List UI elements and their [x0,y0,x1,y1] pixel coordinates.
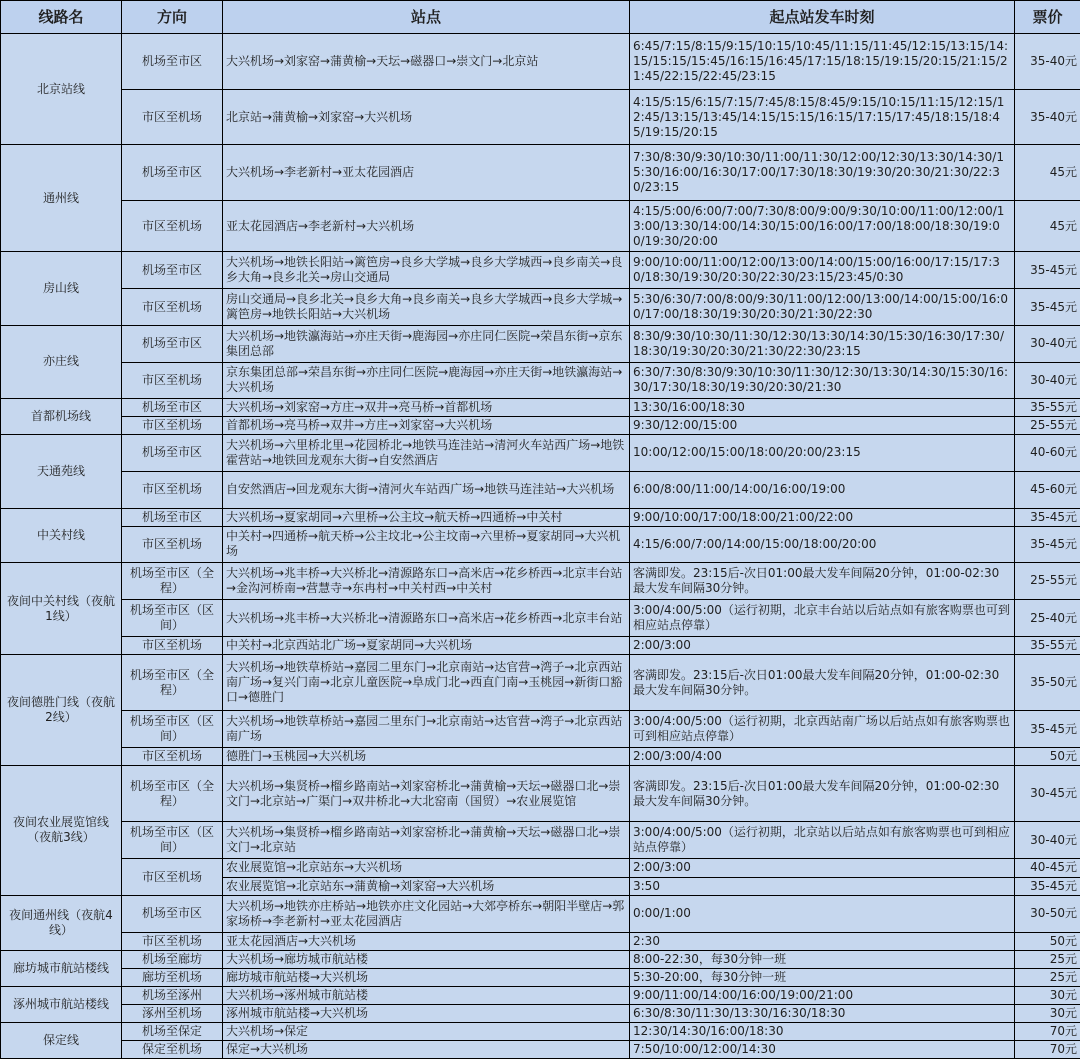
stops-cell: 保定→大兴机场 [223,1040,630,1058]
direction-cell: 机场至市区 [122,508,223,526]
direction-cell: 市区至机场 [122,289,223,325]
departure-times-cell: 客满即发。23:15后-次日01:00最大发车间隔20分钟，01:00-02:30最大发车间隔30分钟。 [630,766,1015,822]
schedule-row [1,950,1080,968]
schedule-row [1,766,1080,822]
price-cell: 35-45元 [1015,711,1080,748]
departure-times-cell: 8:30/9:30/10:30/11:30/12:30/13:30/14:30/15:30/16:30/17:30/18:30/19:30/20:30/21:30/22:30/23:15 [630,325,1015,362]
line-name: 夜间中关村线（夜航1线） [1,562,122,654]
price-cell: 25-55元 [1015,562,1080,599]
schedule-row [1,362,1080,398]
line-name: 夜间农业展览馆线（夜航3线） [1,766,122,895]
header-times: 起点站发车时刻 [630,1,1015,34]
price-cell: 30-40元 [1015,325,1080,362]
stops-cell: 德胜门→玉桃园→大兴机场 [223,748,630,766]
schedule-row [1,252,1080,289]
departure-times-cell: 3:50 [630,877,1015,895]
departure-times-cell: 9:00/11:00/14:00/16:00/19:00/21:00 [630,986,1015,1004]
price-cell: 35-50元 [1015,655,1080,711]
schedule-row [1,471,1080,508]
stops-cell: 大兴机场→集贤桥→榴乡路南站→刘家窑桥北→蒲黄榆→天坛→磁器口北→崇文门→北京站→广渠门→双井桥北→大北窑南（国贸）→农业展览馆 [223,766,630,822]
line-name: 北京站线 [1,34,122,145]
line-name: 夜间通州线（夜航4线） [1,895,122,950]
direction-cell: 机场至市区（全程） [122,562,223,599]
schedule-row [1,434,1080,471]
direction-cell: 机场至市区 [122,398,223,416]
departure-times-cell: 4:15/5:15/6:15/7:15/7:45/8:15/8:45/9:15/10:15/11:15/12:15/12:45/13:15/13:45/14:15/15:15/16:15/17:15/17:45/18:15/18:45/19:15/20:15 [630,90,1015,145]
schedule-row [1,562,1080,599]
stops-cell: 亚太花园酒店→李老新村→大兴机场 [223,201,630,252]
header-line: 线路名 [1,1,122,34]
price-cell: 35-40元 [1015,90,1080,145]
price-cell: 45元 [1015,145,1080,201]
stops-cell: 大兴机场→李老新村→亚太花园酒店 [223,145,630,201]
departure-times-cell: 5:30-20:00，每30分钟一班 [630,968,1015,986]
stops-cell: 大兴机场→地铁亦庄桥站→地铁亦庄文化园站→大郊亭桥东→朝阳半壁店→郭家场桥→李老新村→亚太花园酒店 [223,895,630,932]
price-cell: 30-45元 [1015,766,1080,822]
departure-times-cell: 客满即发。23:15后-次日01:00最大发车间隔20分钟，01:00-02:30最大发车间隔30分钟。 [630,562,1015,599]
stops-cell: 亚太花园酒店→大兴机场 [223,932,630,950]
direction-cell: 机场至保定 [122,1022,223,1040]
departure-times-cell: 10:00/12:00/15:00/18:00/20:00/23:15 [630,434,1015,471]
direction-cell: 市区至机场 [122,748,223,766]
departure-times-cell: 4:15/6:00/7:00/14:00/15:00/18:00/20:00 [630,526,1015,562]
departure-times-cell: 2:30 [630,932,1015,950]
departure-times-cell: 7:30/8:30/9:30/10:30/11:00/11:30/12:00/12:30/13:30/14:30/15:30/16:00/16:30/17:00/17:30/18:30/19:30/20:30/21:30/22:30/23:15 [630,145,1015,201]
departure-times-cell: 3:00/4:00/5:00（运行初期，北京站以后站点如有旅客购票也可到相应站点停靠） [630,822,1015,859]
stops-cell: 大兴机场→地铁草桥站→嘉园二里东门→北京南站→达官营→湾子→北京西站南广场 [223,711,630,748]
stops-cell: 大兴机场→涿州城市航站楼 [223,986,630,1004]
price-cell: 35-45元 [1015,252,1080,289]
schedule-row [1,526,1080,562]
direction-cell: 涿州至机场 [122,1004,223,1022]
direction-cell: 市区至机场 [122,201,223,252]
header-stops: 站点 [223,1,630,34]
schedule-row [1,34,1080,90]
departure-times-cell: 9:00/10:00/17:00/18:00/21:00/22:00 [630,508,1015,526]
schedule-row [1,508,1080,526]
price-cell: 35-55元 [1015,637,1080,655]
direction-cell: 机场至市区 [122,252,223,289]
stops-cell: 中关村→北京西站北广场→夏家胡同→大兴机场 [223,637,630,655]
header-price: 票价 [1015,1,1080,34]
schedule-row [1,201,1080,252]
departure-times-cell: 3:00/4:00/5:00（运行初期，北京西站南广场以后站点如有旅客购票也可到相应站点停靠） [630,711,1015,748]
line-name: 夜间德胜门线（夜航2线） [1,655,122,766]
stops-cell: 大兴机场→刘家窑→蒲黄榆→天坛→磁器口→崇文门→北京站 [223,34,630,90]
direction-cell: 机场至市区 [122,434,223,471]
departure-times-cell: 4:15/5:00/6:00/7:00/7:30/8:00/9:00/9:30/10:00/11:00/12:00/13:00/13:30/14:00/14:30/15:00/16:00/17:00/18:00/18:30/19:00/19:30/20:00 [630,201,1015,252]
schedule-row [1,968,1080,986]
direction-cell: 机场至市区 [122,34,223,90]
departure-times-cell: 6:30/7:30/8:30/9:30/10:30/11:30/12:30/13:30/14:30/15:30/16:30/17:30/18:30/19:30/20:30/21:30 [630,362,1015,398]
departure-times-cell: 13:30/16:00/18:30 [630,398,1015,416]
stops-cell: 廊坊城市航站楼→大兴机场 [223,968,630,986]
stops-cell: 大兴机场→地铁长阳站→篱笆房→良乡大学城→良乡大学城西→良乡南关→良乡大角→良乡北关→房山交通局 [223,252,630,289]
stops-cell: 中关村→四通桥→航天桥→公主坟北→公主坟南→六里桥→夏家胡同→大兴机场 [223,526,630,562]
stops-cell: 大兴机场→兆丰桥→大兴桥北→清源路东口→高米店→花乡桥西→北京丰台站→金沟河桥南→营慧寺→东冉村→中关村西→中关村 [223,562,630,599]
schedule-row [1,1022,1080,1040]
stops-cell: 房山交通局→良乡北关→良乡大角→良乡南关→良乡大学城西→良乡大学城→篱笆房→地铁长阳站→大兴机场 [223,289,630,325]
departure-times-cell: 6:30/8:30/11:30/13:30/16:30/18:30 [630,1004,1015,1022]
stops-cell: 农业展览馆→北京站东→大兴机场 [223,859,630,877]
line-name: 通州线 [1,145,122,252]
stops-cell: 涿州城市航站楼→大兴机场 [223,1004,630,1022]
direction-cell: 市区至机场 [122,932,223,950]
price-cell: 25元 [1015,950,1080,968]
line-name: 中关村线 [1,508,122,562]
schedule-row [1,398,1080,416]
direction-cell: 机场至市区（区间） [122,822,223,859]
departure-times-cell: 2:00/3:00/4:00 [630,748,1015,766]
stops-cell: 大兴机场→六里桥北里→花园桥北→地铁马连洼站→清河火车站西广场→地铁霍营站→地铁回龙观东大街→自安然酒店 [223,434,630,471]
stops-cell: 大兴机场→保定 [223,1022,630,1040]
stops-cell: 大兴机场→刘家窑→方庄→双井→亮马桥→首都机场 [223,398,630,416]
stops-cell: 大兴机场→地铁瀛海站→亦庄天街→鹿海园→亦庄同仁医院→荣昌东街→京东集团总部 [223,325,630,362]
line-name: 亦庄线 [1,325,122,398]
price-cell: 35-45元 [1015,289,1080,325]
schedule-row [1,289,1080,325]
direction-cell: 机场至市区 [122,145,223,201]
direction-cell: 机场至市区（全程） [122,655,223,711]
schedule-row [1,325,1080,362]
direction-cell: 机场至廊坊 [122,950,223,968]
stops-cell: 大兴机场→集贤桥→榴乡路南站→刘家窑桥北→蒲黄榆→天坛→磁器口北→崇文门→北京站 [223,822,630,859]
price-cell: 35-40元 [1015,34,1080,90]
line-name: 天通苑线 [1,434,122,508]
price-cell: 30元 [1015,1004,1080,1022]
schedule-row [1,859,1080,877]
departure-times-cell: 6:00/8:00/11:00/14:00/16:00/19:00 [630,471,1015,508]
stops-cell: 自安然酒店→回龙观东大街→清河火车站西广场→地铁马连洼站→大兴机场 [223,471,630,508]
line-name: 房山线 [1,252,122,325]
stops-cell: 大兴机场→兆丰桥→大兴桥北→清源路东口→高米店→花乡桥西→北京丰台站 [223,600,630,637]
schedule-row [1,637,1080,655]
schedule-row [1,90,1080,145]
direction-cell: 市区至机场 [122,526,223,562]
schedule-row [1,655,1080,711]
direction-cell: 市区至机场 [122,362,223,398]
header-direction: 方向 [122,1,223,34]
departure-times-cell: 0:00/1:00 [630,895,1015,932]
direction-cell: 机场至市区（全程） [122,766,223,822]
price-cell: 50元 [1015,748,1080,766]
stops-cell: 大兴机场→夏家胡同→六里桥→公主坟→航天桥→四通桥→中关村 [223,508,630,526]
price-cell: 30-40元 [1015,822,1080,859]
departure-times-cell: 2:00/3:00 [630,637,1015,655]
schedule-row [1,748,1080,766]
price-cell: 45-60元 [1015,471,1080,508]
line-name: 首都机场线 [1,398,122,434]
price-cell: 35-45元 [1015,877,1080,895]
schedule-row [1,600,1080,637]
direction-cell: 机场至市区（区间） [122,711,223,748]
header-row [1,1,1080,34]
direction-cell: 机场至涿州 [122,986,223,1004]
price-cell: 35-55元 [1015,398,1080,416]
stops-cell: 农业展览馆→北京站东→蒲黄榆→刘家窑→大兴机场 [223,877,630,895]
price-cell: 70元 [1015,1040,1080,1058]
schedule-row [1,895,1080,932]
departure-times-cell: 9:00/10:00/11:00/12:00/13:00/14:00/15:00/16:00/17:15/17:30/18:30/19:30/20:30/22:30/23:15/23:45/0:30 [630,252,1015,289]
price-cell: 50元 [1015,932,1080,950]
stops-cell: 京东集团总部→荣昌东街→亦庄同仁医院→鹿海园→亦庄天街→地铁瀛海站→大兴机场 [223,362,630,398]
schedule-row [1,711,1080,748]
price-cell: 70元 [1015,1022,1080,1040]
direction-cell: 市区至机场 [122,90,223,145]
direction-cell: 廊坊至机场 [122,968,223,986]
direction-cell: 机场至市区 [122,895,223,932]
line-name: 保定线 [1,1022,122,1058]
schedule-body [1,34,1080,1059]
departure-times-cell: 7:50/10:00/12:00/14:30 [630,1040,1015,1058]
departure-times-cell: 12:30/14:30/16:00/18:30 [630,1022,1015,1040]
schedule-row [1,416,1080,434]
price-cell: 45元 [1015,201,1080,252]
departure-times-cell: 8:00-22:30，每30分钟一班 [630,950,1015,968]
schedule-row [1,986,1080,1004]
price-cell: 30-40元 [1015,362,1080,398]
schedule-row [1,932,1080,950]
departure-times-cell: 2:00/3:00 [630,859,1015,877]
direction-cell: 市区至机场 [122,637,223,655]
stops-cell: 大兴机场→廊坊城市航站楼 [223,950,630,968]
stops-cell: 首都机场→亮马桥→双井→方庄→刘家窑→大兴机场 [223,416,630,434]
departure-times-cell: 9:30/12:00/15:00 [630,416,1015,434]
schedule-row [1,1040,1080,1058]
direction-cell: 市区至机场 [122,859,223,895]
schedule-row [1,1004,1080,1022]
direction-cell: 机场至市区（区间） [122,600,223,637]
departure-times-cell: 客满即发。23:15后-次日01:00最大发车间隔20分钟，01:00-02:30最大发车间隔30分钟。 [630,655,1015,711]
departure-times-cell: 6:45/7:15/8:15/9:15/10:15/10:45/11:15/11:45/12:15/13:15/14:15/15:15/15:45/16:15/16:45/17:15/18:15/19:15/20:15/21:15/21:45/22:15/22:45/23:15 [630,34,1015,90]
direction-cell: 机场至市区 [122,325,223,362]
direction-cell: 市区至机场 [122,416,223,434]
schedule-row [1,822,1080,859]
price-cell: 40-45元 [1015,859,1080,877]
price-cell: 40-60元 [1015,434,1080,471]
price-cell: 35-45元 [1015,508,1080,526]
departure-times-cell: 5:30/6:30/7:00/8:00/9:30/11:00/12:00/13:00/14:00/15:00/16:00/17:00/18:30/19:30/20:30/21:30/22:30 [630,289,1015,325]
price-cell: 25元 [1015,968,1080,986]
departure-times-cell: 3:00/4:00/5:00（运行初期，北京丰台站以后站点如有旅客购票也可到相应站点停靠） [630,600,1015,637]
stops-cell: 北京站→蒲黄榆→刘家窑→大兴机场 [223,90,630,145]
price-cell: 30元 [1015,986,1080,1004]
schedule-row [1,145,1080,201]
price-cell: 30-50元 [1015,895,1080,932]
stops-cell: 大兴机场→地铁草桥站→嘉园二里东门→北京南站→达官营→湾子→北京西站南广场→复兴门南→北京儿童医院→阜成门北→西直门南→玉桃园→新街口豁口→德胜门 [223,655,630,711]
direction-cell: 保定至机场 [122,1040,223,1058]
direction-cell: 市区至机场 [122,471,223,508]
line-name: 廊坊城市航站楼线 [1,950,122,986]
line-name: 涿州城市航站楼线 [1,986,122,1022]
price-cell: 25-55元 [1015,416,1080,434]
price-cell: 35-45元 [1015,526,1080,562]
price-cell: 25-40元 [1015,600,1080,637]
